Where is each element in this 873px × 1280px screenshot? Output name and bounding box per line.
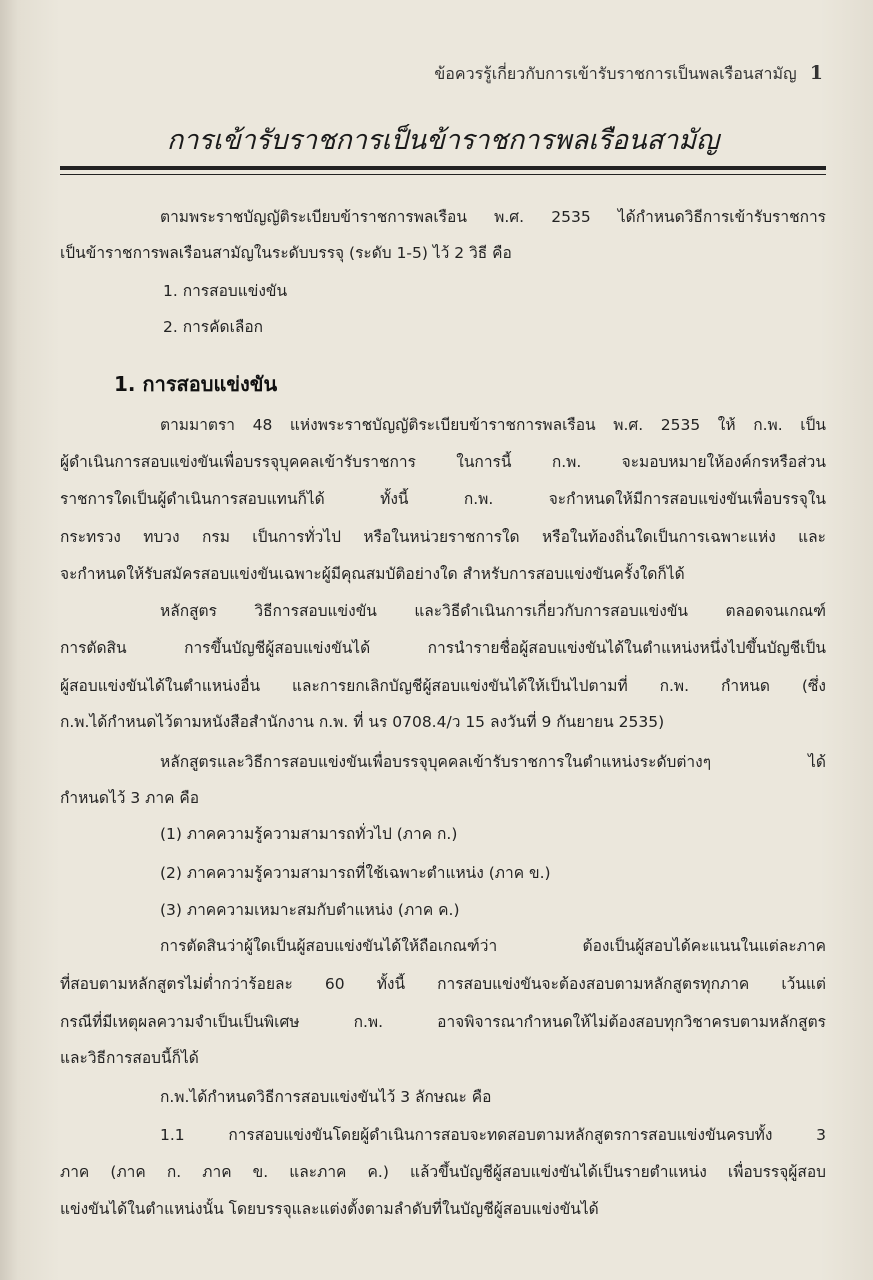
paragraph-line: ก.พ.ได้กำหนดวิธีการสอบแข่งขันไว้ 3 ลักษณะ คือ bbox=[160, 1088, 492, 1106]
paragraph-line: ที่สอบตามหลักสูตรไม่ต่ำกว่าร้อยละ 60 ทั้งนี้ การสอบแข่งขันจะต้องสอบตามหลักสูตรทุกภาค เว้นแต่ bbox=[60, 975, 826, 993]
title-rule-thick bbox=[60, 166, 826, 170]
part-item: (3) ภาคความเหมาะสมกับตำแหน่ง (ภาค ค.) bbox=[160, 901, 460, 919]
paragraph-line: แข่งขันได้ในตำแหน่งนั้น โดยบรรจุและแต่งตั้งตามลำดับที่ในบัญชีผู้สอบแข่งขันได้ bbox=[60, 1200, 599, 1218]
part-item: (2) ภาคความรู้ความสามารถที่ใช้เฉพาะตำแหน่ง (ภาค ข.) bbox=[160, 864, 551, 882]
part-item: (1) ภาคความรู้ความสามารถทั่วไป (ภาค ก.) bbox=[160, 825, 458, 843]
intro-line-2: เป็นข้าราชการพลเรือนสามัญในระดับบรรจุ (ระดับ 1-5) ไว้ 2 วิธี คือ bbox=[60, 244, 512, 262]
paragraph-line: ก.พ.ได้กำหนดไว้ตามหนังสือสำนักงาน ก.พ. ที่ นร 0708.4/ว 15 ลงวันที่ 9 กันยายน 2535) bbox=[60, 713, 665, 731]
paragraph-line: ภาค (ภาค ก. ภาค ข. และภาค ค.) แล้วขึ้นบัญชีผู้สอบแข่งขันได้เป็นรายตำแหน่ง เพื่อบรรจุผู้สอบ bbox=[60, 1163, 826, 1181]
page-number: 1 bbox=[809, 62, 823, 84]
paragraph-line: ราชการใดเป็นผู้ดำเนินการสอบแทนก็ได้ ทั้งนี้ ก.พ. จะกำหนดให้มีการสอบแข่งขันเพื่อบรรจุใน bbox=[60, 490, 826, 508]
intro-item-2: 2. การคัดเลือก bbox=[163, 318, 264, 336]
paragraph-line: การตัดสินว่าผู้ใดเป็นผู้สอบแข่งขันได้ให้ถือเกณฑ์ว่า ต้องเป็นผู้สอบได้คะแนนในแต่ละภาค bbox=[160, 937, 826, 955]
running-title: ข้อควรรู้เกี่ยวกับการเข้ารับราชการเป็นพลเรือนสามัญ bbox=[434, 64, 797, 83]
paragraph-line: ผู้ดำเนินการสอบแข่งขันเพื่อบรรจุบุคคลเข้ารับราชการ ในการนี้ ก.พ. จะมอบหมายให้องค์กรหรือส่วน bbox=[60, 453, 826, 471]
paragraph-line: การตัดสิน การขึ้นบัญชีผู้สอบแข่งขันได้ การนำรายชื่อผู้สอบแข่งขันได้ในตำแหน่งหนึ่งไปขึ้นบัญชีเป็น bbox=[60, 639, 826, 657]
paragraph-line: กำหนดไว้ 3 ภาค คือ bbox=[60, 789, 200, 807]
paragraph-line: หลักสูตร วิธีการสอบแข่งขัน และวิธีดำเนินการเกี่ยวกับการสอบแข่งขัน ตลอดจนเกณฑ์ bbox=[160, 602, 826, 620]
paragraph-line: จะกำหนดให้รับสมัครสอบแข่งขันเฉพาะผู้มีคุณสมบัติอย่างใด สำหรับการสอบแข่งขันครั้งใดก็ได้ bbox=[60, 565, 685, 583]
paragraph-line: ตามมาตรา 48 แห่งพระราชบัญญัติระเบียบข้าราชการพลเรือน พ.ศ. 2535 ให้ ก.พ. เป็น bbox=[160, 416, 826, 434]
page-title: การเข้ารับราชการเป็นข้าราชการพลเรือนสามัญ bbox=[166, 125, 720, 156]
paragraph-line: กระทรวง ทบวง กรม เป็นการทั่วไป หรือในหน่วยราชการใด หรือในท้องถิ่นใดเป็นการเฉพาะแห่ง และ bbox=[60, 528, 826, 546]
paragraph-line: หลักสูตรและวิธีการสอบแข่งขันเพื่อบรรจุบุคคลเข้ารับราชการในตำแหน่งระดับต่างๆ ได้ bbox=[160, 753, 826, 771]
running-header bbox=[434, 62, 823, 87]
title-rule-thin bbox=[60, 174, 826, 175]
paragraph-line: และวิธีการสอบนี้ก็ได้ bbox=[60, 1049, 199, 1067]
paragraph-line: 1.1 การสอบแข่งขันโดยผู้ดำเนินการสอบจะทดสอบตามหลักสูตรการสอบแข่งขันครบทั้ง 3 bbox=[160, 1126, 826, 1144]
intro-item-1: 1. การสอบแข่งขัน bbox=[163, 282, 288, 300]
paragraph-line: กรณีที่มีเหตุผลความจำเป็นเป็นพิเศษ ก.พ. อาจพิจารณากำหนดให้ไม่ต้องสอบทุกวิชาครบตามหลักสูตร bbox=[60, 1013, 826, 1031]
intro-line-1: ตามพระราชบัญญัติระเบียบข้าราชการพลเรือน พ.ศ. 2535 ได้กำหนดวิธีการเข้ารับราชการ bbox=[160, 208, 826, 226]
paragraph-line: ผู้สอบแข่งขันได้ในตำแหน่งอื่น และการยกเลิกบัญชีผู้สอบแข่งขันได้ให้เป็นไปตามที่ ก.พ. กำหนด (ซึ่ง bbox=[60, 677, 826, 695]
section-heading: 1. การสอบแข่งขัน bbox=[114, 372, 278, 396]
